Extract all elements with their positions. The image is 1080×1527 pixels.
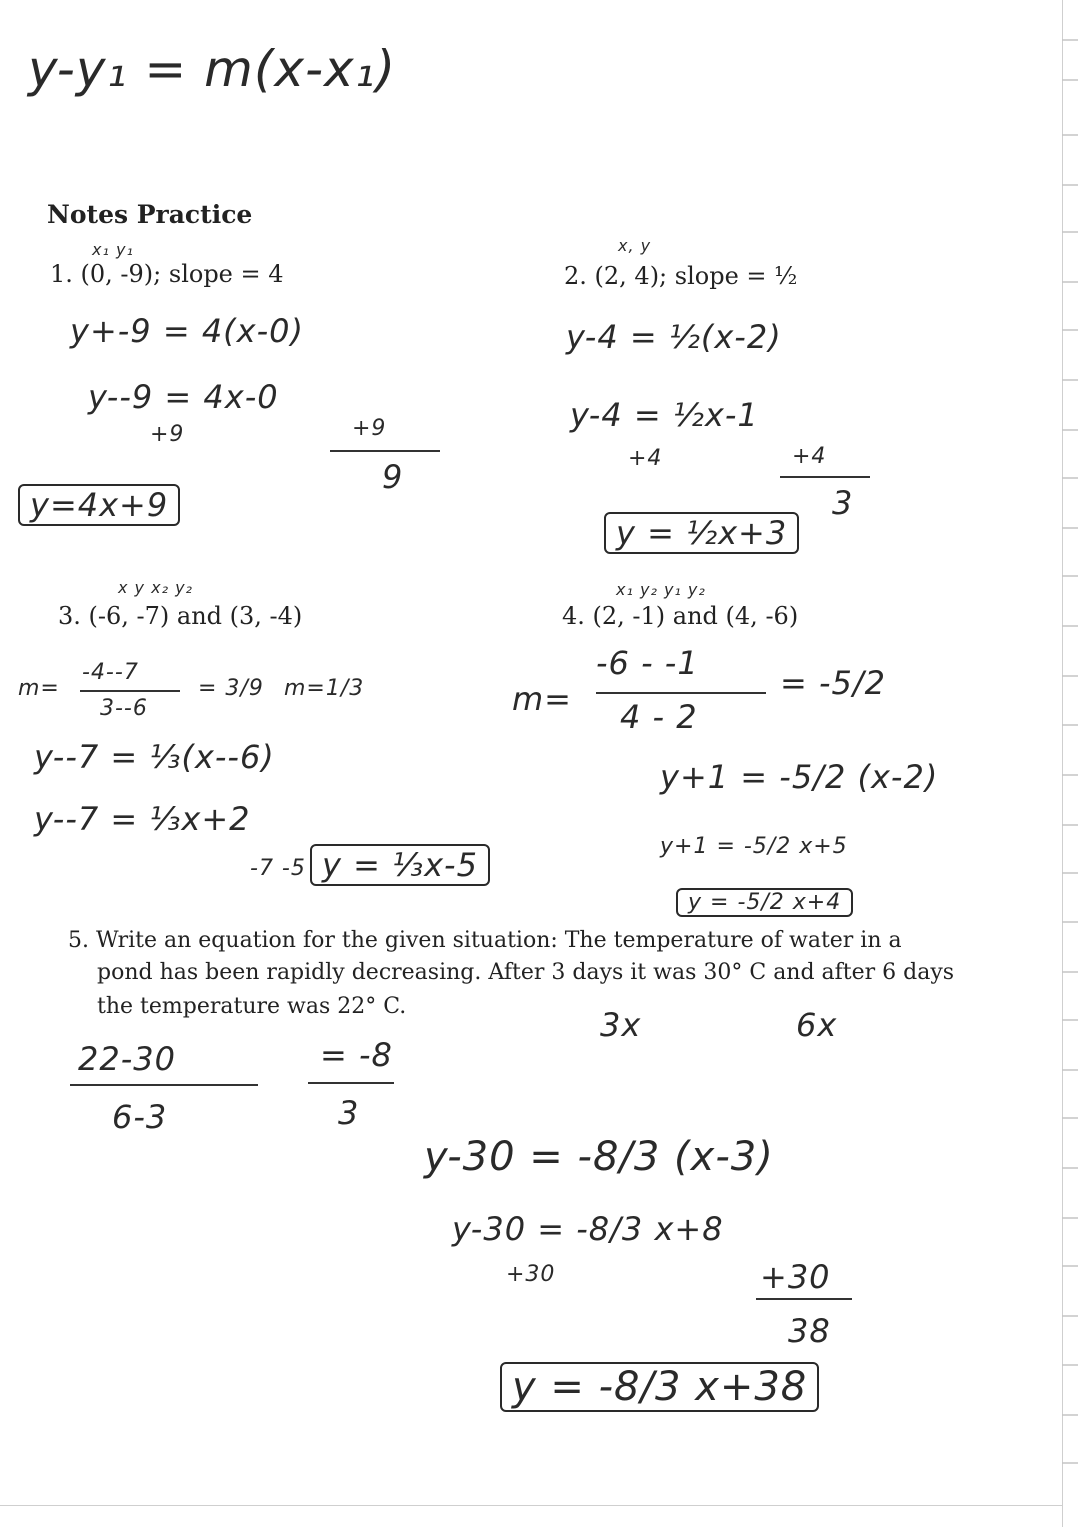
p3-answer: y = ⅓x-5 [310, 844, 490, 886]
p3-step-3: -7 -5 [250, 856, 306, 881]
p4-slope-simplified: = -5/2 [780, 664, 887, 702]
p5-slope-bar [70, 1084, 258, 1086]
p3-slope-bar [80, 690, 180, 692]
p5-slope-simplified-den: 3 [338, 1094, 360, 1132]
p3-annotation: x y x₂ y₂ [118, 578, 193, 597]
p1-work-line [330, 450, 440, 452]
p2-step-1: y-4 = ½(x-2) [566, 318, 782, 356]
p1-step-4: +9 [352, 416, 387, 441]
p1-answer: y=4x+9 [18, 484, 180, 526]
p4-answer: y = -5/2 x+4 [676, 888, 853, 917]
p5-slope-simplified-num: = -8 [320, 1036, 393, 1074]
p3-step-2: y--7 = ⅓x+2 [34, 800, 251, 838]
p2-step-5: 3 [832, 484, 854, 522]
p2-work-line [780, 476, 870, 478]
p5-work-line [756, 1298, 852, 1300]
p1-step-3: +9 [150, 422, 185, 447]
p2-step-3: +4 [628, 446, 663, 471]
p4-slope-label: m= [512, 680, 572, 718]
p4-step-2: y+1 = -5/2 x+5 [660, 834, 848, 859]
p4-slope-numerator: -6 - -1 [596, 644, 699, 682]
p1-step-1: y+-9 = 4(x-0) [70, 312, 304, 350]
p5-prompt-line-3: the temperature was 22° C. [97, 994, 407, 1019]
p2-step-2: y-4 = ½x-1 [570, 396, 759, 434]
p1-step-5: 9 [382, 458, 404, 496]
p3-slope-denominator: 3--6 [100, 696, 148, 721]
point-slope-formula: y-y₁ = m(x-x₁) [28, 40, 397, 98]
p1-annotation: x₁ y₁ [92, 240, 134, 259]
p4-prompt: 4. (2, -1) and (4, -6) [562, 602, 799, 630]
p1-prompt: 1. (0, -9); slope = 4 [50, 260, 284, 288]
right-edge-ticks [1062, 0, 1080, 1527]
p4-annotation: x₁ y₂ y₁ y₂ [616, 580, 706, 599]
p5-step-3: +30 [506, 1262, 556, 1287]
bottom-rule [0, 1505, 1062, 1506]
p4-slope-bar [596, 692, 766, 694]
p2-step-4: +4 [792, 444, 827, 469]
p3-slope-final: m=1/3 [284, 676, 365, 701]
p5-step-2: y-30 = -8/3 x+8 [452, 1210, 724, 1248]
p3-step-1: y--7 = ⅓(x--6) [34, 738, 275, 776]
section-title: Notes Practice [47, 200, 253, 229]
p5-prompt-line-1: 5. Write an equation for the given situation: The temperature of water in a [68, 928, 902, 953]
p4-slope-denominator: 4 - 2 [620, 698, 698, 736]
p5-step-5: 38 [788, 1312, 831, 1350]
p3-slope-label: m= [18, 676, 60, 701]
p5-slope-numerator: 22-30 [78, 1040, 176, 1078]
p1-step-2: y--9 = 4x-0 [88, 378, 279, 416]
p5-prompt-line-2: pond has been rapidly decreasing. After 3 days it was 30° C and after 6 days [97, 960, 955, 985]
p5-step-1: y-30 = -8/3 (x-3) [424, 1134, 774, 1180]
p5-step-4: +30 [760, 1258, 831, 1296]
p3-slope-numerator: -4--7 [82, 660, 139, 685]
p5-slope-denominator: 6-3 [112, 1098, 168, 1136]
p5-answer: y = -8/3 x+38 [500, 1362, 819, 1412]
p4-step-1: y+1 = -5/2 (x-2) [660, 758, 939, 796]
p3-prompt: 3. (-6, -7) and (3, -4) [58, 602, 303, 630]
p5-annotation-3x: 3x [600, 1006, 642, 1044]
p3-slope-simplified: = 3/9 [198, 676, 264, 701]
p5-slope-simplified-bar [308, 1082, 394, 1084]
p2-annotation: x, y [618, 236, 652, 255]
p2-answer: y = ½x+3 [604, 512, 799, 554]
p5-annotation-6x: 6x [796, 1006, 838, 1044]
p2-prompt: 2. (2, 4); slope = ½ [564, 262, 798, 290]
